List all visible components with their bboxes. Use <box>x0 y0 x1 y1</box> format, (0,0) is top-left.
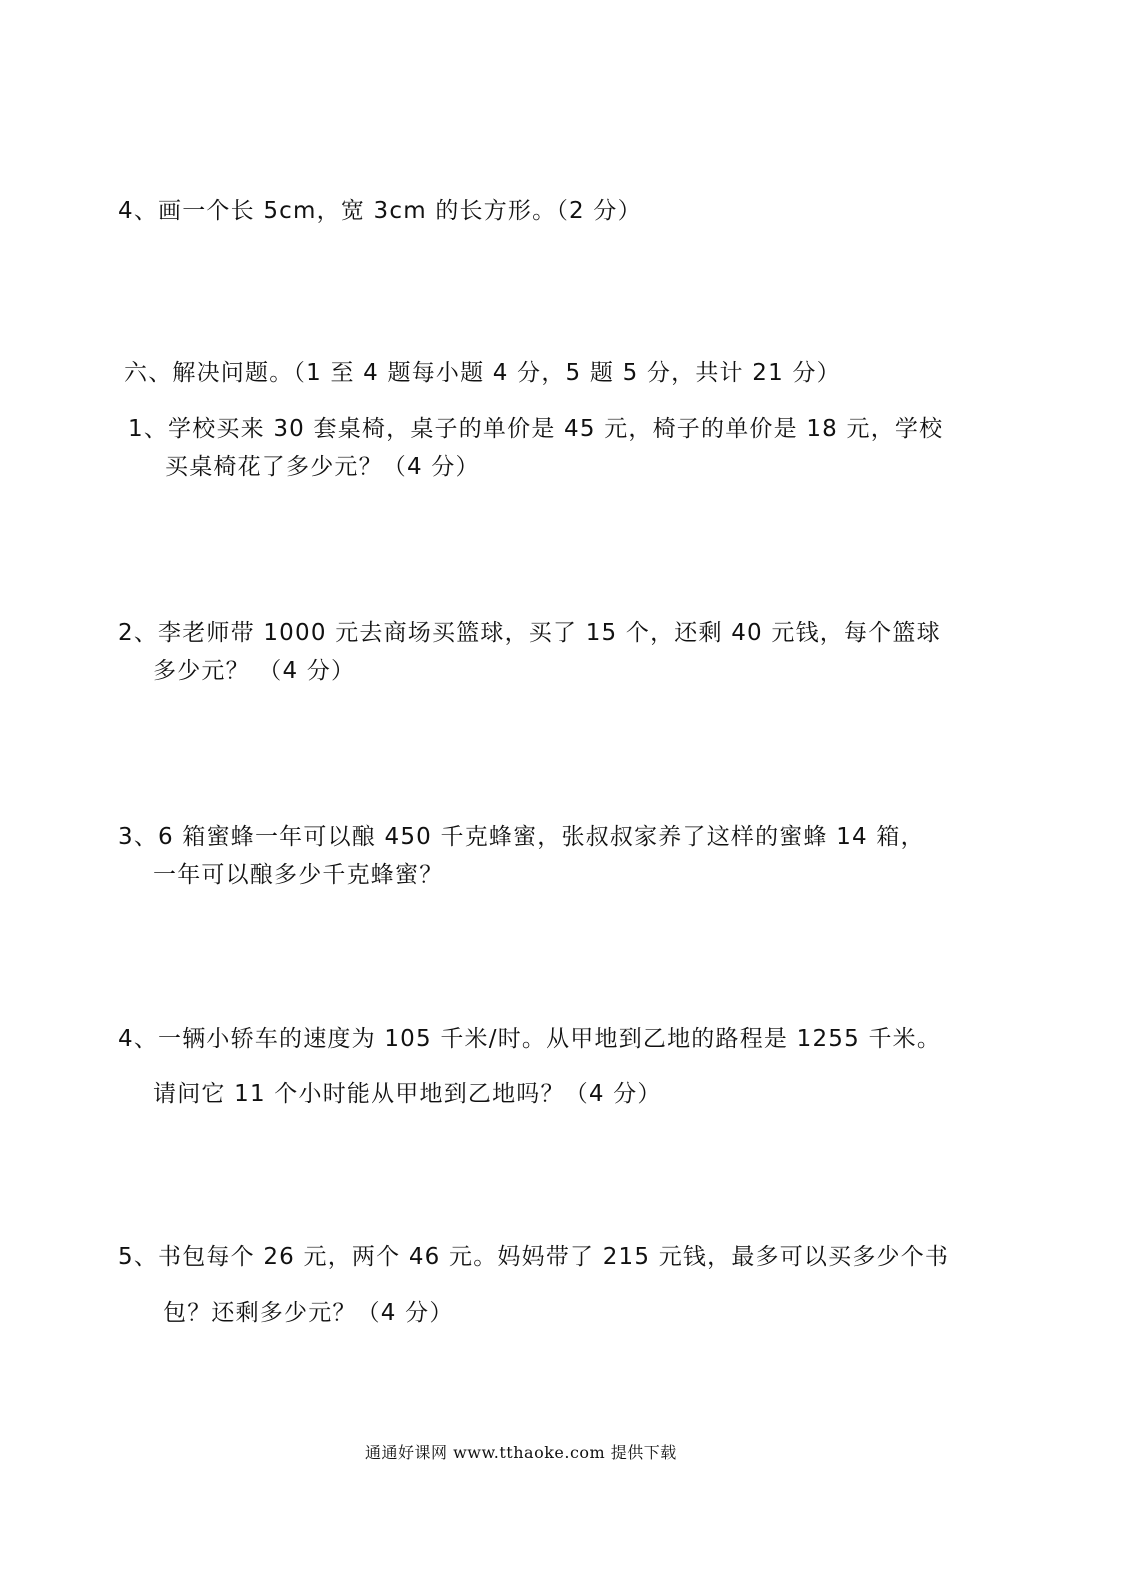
question-5-line-1: 5、书包每个 26 元，两个 46 元。妈妈带了 215 元钱，最多可以买多少个书 <box>118 1244 950 1270</box>
question-1-line-2: 买桌椅花了多少元？（4 分） <box>165 454 480 480</box>
question-4-line-1: 4、一辆小轿车的速度为 105 千米/时。从甲地到乙地的路程是 1255 千米。 <box>118 1026 942 1052</box>
question-5-line-2: 包？还剩多少元？（4 分） <box>163 1300 454 1326</box>
question-2-line-1: 2、李老师带 1000 元去商场买篮球，买了 15 个，还剩 40 元钱，每个篮球 <box>118 620 941 646</box>
question-2-line-2: 多少元？ （4 分） <box>153 658 356 684</box>
question-3-line-2: 一年可以酿多少千克蜂蜜？ <box>153 862 444 888</box>
section-heading-solve-problems: 六、解决问题。（1 至 4 题每小题 4 分，5 题 5 分，共计 21 分） <box>124 360 841 386</box>
question-1-line-1: 1、学校买来 30 套桌椅，桌子的单价是 45 元，椅子的单价是 18 元，学校 <box>128 416 944 442</box>
question-4-line-2: 请问它 11 个小时能从甲地到乙地吗？（4 分） <box>153 1081 662 1107</box>
footer-source-text: 通通好课网 www.tthaoke.com 提供下载 <box>365 1443 677 1462</box>
question-3-line-1: 3、6 箱蜜蜂一年可以酿 450 千克蜂蜜，张叔叔家养了这样的蜜蜂 14 箱， <box>118 824 925 850</box>
question-draw-rectangle: 4、画一个长 5cm，宽 3cm 的长方形。（2 分） <box>118 198 642 224</box>
